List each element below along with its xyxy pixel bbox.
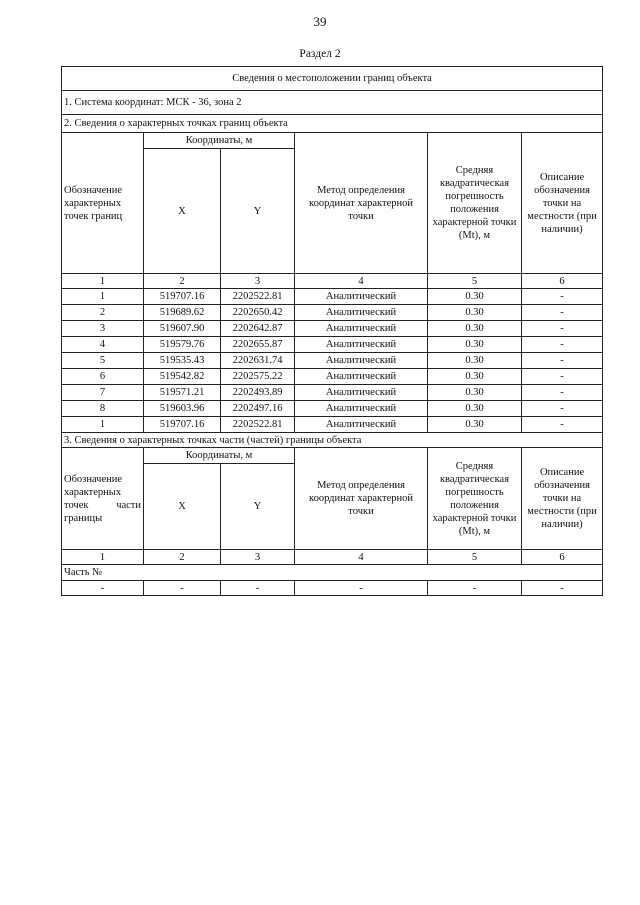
table-row [62,385,603,401]
table-cell: - [522,401,603,417]
table-row [62,353,603,369]
column-number: 3 [221,274,295,289]
table-cell: 2202522.81 [221,289,295,305]
table-row [62,305,603,321]
table-cell: 0.30 [428,417,522,433]
column-number: 4 [295,274,428,289]
table-row [62,417,603,433]
table-cell: 519707.16 [144,417,221,433]
table-row [62,337,603,353]
table-cell: 0.30 [428,305,522,321]
table-cell: 2202650.42 [221,305,295,321]
table-cell: 2202497.16 [221,401,295,417]
table-cell: 519535.43 [144,353,221,369]
table-title: Сведения о местоположении границ объекта [62,67,603,91]
table-cell: 0.30 [428,337,522,353]
table-cell: 2202655.87 [221,337,295,353]
table-cell: 0.30 [428,353,522,369]
table-cell: 519707.16 [144,289,221,305]
table-cell: 519603.96 [144,401,221,417]
table-cell: - [522,305,603,321]
part3-column-numbers-row [62,550,603,565]
table-cell: - [295,581,428,596]
table-cell: 5 [62,353,144,369]
table-cell: - [62,581,144,596]
table-cell: Аналитический [295,289,428,305]
table-cell: 0.30 [428,369,522,385]
part2-title: 2. Сведения о характерных точках границ объекта [62,115,603,133]
table-row [62,401,603,417]
table-cell: 0.30 [428,289,522,305]
coordinate-system: 1. Система координат: МСК - 36, зона 2 [62,91,603,115]
part3-header-coords: Координаты, м [144,448,295,464]
column-number: 2 [144,550,221,565]
column-numbers-row [62,274,603,289]
header-method: Метод определения координат характерной точки [295,133,428,274]
table-cell: 2202642.87 [221,321,295,337]
header-description: Описание обозначения точки на местности (при наличии) [522,133,603,274]
boundary-table [61,66,603,596]
part3-header-error: Средняя квадратическая погрешность положения характерной точки (Mt), м [428,448,522,550]
table-cell: 0.30 [428,401,522,417]
column-number: 6 [522,274,603,289]
table-cell: Аналитический [295,337,428,353]
column-number: 6 [522,550,603,565]
table-cell: - [144,581,221,596]
table-cell: Аналитический [295,369,428,385]
section-title: Раздел 2 [299,48,341,60]
table-cell: Аналитический [295,401,428,417]
table-cell: - [522,369,603,385]
table-cell: 519579.76 [144,337,221,353]
column-number: 1 [62,274,144,289]
table-cell: 2202493.89 [221,385,295,401]
table-cell: 2202522.81 [221,417,295,433]
table-cell: - [522,417,603,433]
header-y: Y [221,149,295,274]
header-designation: Обозначение характерных точек границ [62,133,144,274]
header-x: X [144,149,221,274]
table-cell: 7 [62,385,144,401]
table-cell: 1 [62,417,144,433]
table-row [62,369,603,385]
table-cell: 3 [62,321,144,337]
part3-header-x: X [144,464,221,550]
table-cell: - [522,321,603,337]
table-cell: Аналитический [295,385,428,401]
table-cell: 6 [62,369,144,385]
page-number: 39 [313,14,327,29]
table-cell: - [428,581,522,596]
table-cell: 2 [62,305,144,321]
part3-title: 3. Сведения о характерных точках части (частей) границы объекта [62,433,603,448]
column-number: 1 [62,550,144,565]
part3-empty-row [62,581,603,596]
part3-header-designation: Обозначение характерных точек части границы [62,448,144,550]
column-number: 5 [428,274,522,289]
table-cell: 1 [62,289,144,305]
table-cell: Аналитический [295,417,428,433]
table-cell: 4 [62,337,144,353]
table-cell: 2202575.22 [221,369,295,385]
table-cell: - [221,581,295,596]
part3-header-method: Метод определения координат характерной точки [295,448,428,550]
table-cell: Аналитический [295,353,428,369]
table-cell: - [522,581,603,596]
table-cell: - [522,353,603,369]
table-cell: 0.30 [428,385,522,401]
table-cell: 519689.62 [144,305,221,321]
part3-header-y: Y [221,464,295,550]
table-cell: Аналитический [295,305,428,321]
table-cell: 2202631.74 [221,353,295,369]
table-row [62,321,603,337]
table-cell: Аналитический [295,321,428,337]
table-cell: 519607.90 [144,321,221,337]
header-coords: Координаты, м [144,133,295,149]
header-error: Средняя квадратическая погрешность положения характерной точки (Mt), м [428,133,522,274]
part-label: Часть № [62,565,603,581]
table-cell: 519571.21 [144,385,221,401]
column-number: 3 [221,550,295,565]
column-number: 2 [144,274,221,289]
column-number: 5 [428,550,522,565]
table-cell: 0.30 [428,321,522,337]
table-cell: - [522,337,603,353]
table-cell: 519542.82 [144,369,221,385]
column-number: 4 [295,550,428,565]
part3-header-description: Описание обозначения точки на местности (при наличии) [522,448,603,550]
table-cell: - [522,385,603,401]
table-cell: 8 [62,401,144,417]
table-cell: - [522,289,603,305]
table-row [62,289,603,305]
